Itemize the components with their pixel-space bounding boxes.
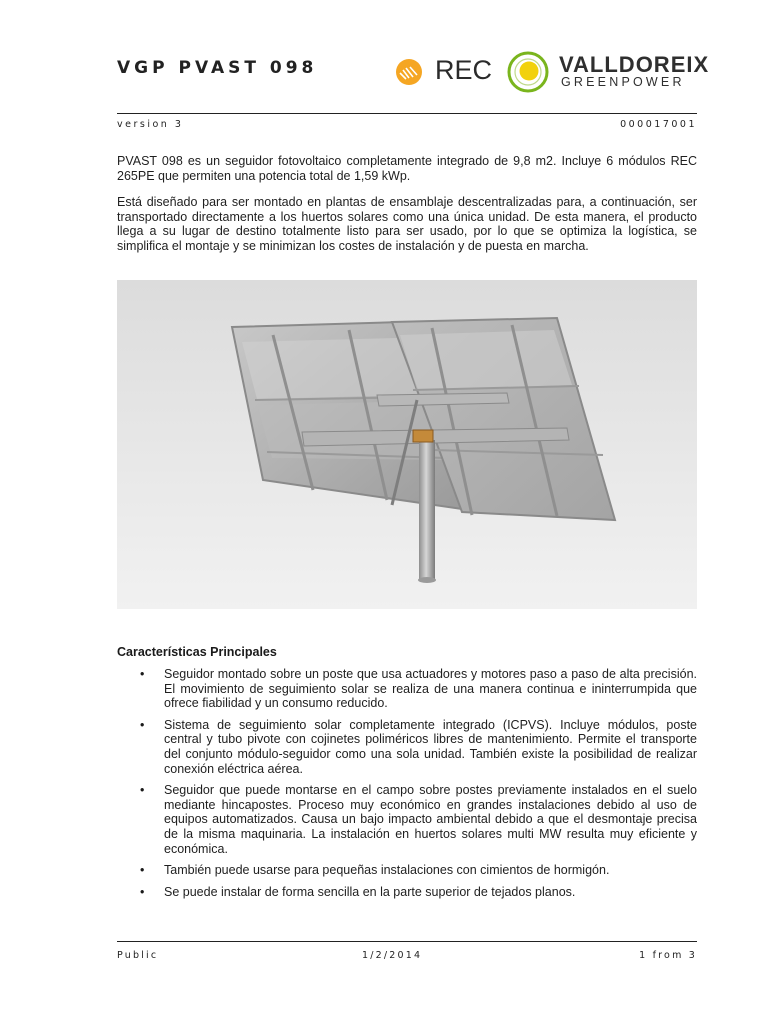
intro-paragraph-1: PVAST 098 es un seguidor fotovoltaico completamente integrado de 9,8 m2. Incluye 6 módulos REC 265PE que permiten una potencia total de 1,59 kWp. xyxy=(117,154,697,183)
feature-text: Seguidor montado sobre un poste que usa actuadores y motores paso a paso de alta precisión. El movimiento de seguimiento solar se realiza de una manera continua e ininterrumpida que ofrece fiabilidad y un consumo reducido. xyxy=(164,667,697,711)
company-subtitle: GREENPOWER xyxy=(561,75,685,89)
features-list xyxy=(117,667,697,906)
footer-date: 1/2/2014 xyxy=(362,950,423,961)
rec-logo-text: REC xyxy=(435,55,493,85)
valldoreix-sun-icon xyxy=(504,46,556,98)
intro-paragraph-2: Está diseñado para ser montado en plantas de ensamblaje descentralizadas para, a continuación, ser transportado directamente a los huertos solares como una única unidad. De esta manera, el producto llega a su lugar de destino totalmente listo para ser usado, por lo que se optimiza la logística, se simplifica el montaje y se minimizan los costes de instalación y de puesta en marcha. xyxy=(117,195,697,253)
list-item xyxy=(117,783,697,856)
features-heading: Características Principales xyxy=(117,645,277,659)
list-item xyxy=(117,667,697,711)
bullet-marker: • xyxy=(140,667,145,681)
feature-text: También puede usarse para pequeñas instalaciones con cimientos de hormigón. xyxy=(164,863,610,878)
list-item xyxy=(117,885,697,900)
feature-text: Sistema de seguimiento solar completamente integrado (ICPVS). Incluye módulos, poste central y tubo pivote con cojinetes poliméricos libres de mantenimiento. Permite el transporte del conjunto módulo-seguidor como una sola unidad. También existe la posibilidad de realizar conexión eléctrica aérea. xyxy=(164,717,697,776)
version-label: version 3 xyxy=(117,119,184,130)
footer-classification: Public xyxy=(117,950,159,961)
feature-text: Se puede instalar de forma sencilla en la parte superior de tejados planos. xyxy=(164,884,576,899)
feature-text: Seguidor que puede montarse en el campo sobre postes previamente instalados en el suelo mediante hincapostes. Proceso muy económico en grandes instalaciones debido al uso de equipos automatizados. Causa un bajo impacto ambiental debido a que el desmontaje precisa de la misma maquinaria. La instalación en huertos solares multi MW resulta muy eficiente y económica. xyxy=(164,783,697,856)
header-divider xyxy=(117,113,697,114)
valldoreix-logo xyxy=(504,46,710,98)
bullet-marker: • xyxy=(140,884,145,899)
bullet-marker: • xyxy=(140,783,145,798)
company-name: VALLDOREIX xyxy=(559,52,710,77)
list-item xyxy=(117,718,697,776)
rec-sun-icon xyxy=(393,52,433,92)
list-item xyxy=(117,863,697,878)
footer-divider xyxy=(117,941,697,942)
rec-logo xyxy=(393,52,493,92)
bullet-marker: • xyxy=(140,717,145,732)
bullet-marker: • xyxy=(140,863,145,878)
footer-page-number: 1 from 3 xyxy=(639,950,697,961)
product-image xyxy=(117,280,697,609)
document-title: VGP PVAST 098 xyxy=(117,58,318,78)
document-number: 000017001 xyxy=(620,119,697,130)
